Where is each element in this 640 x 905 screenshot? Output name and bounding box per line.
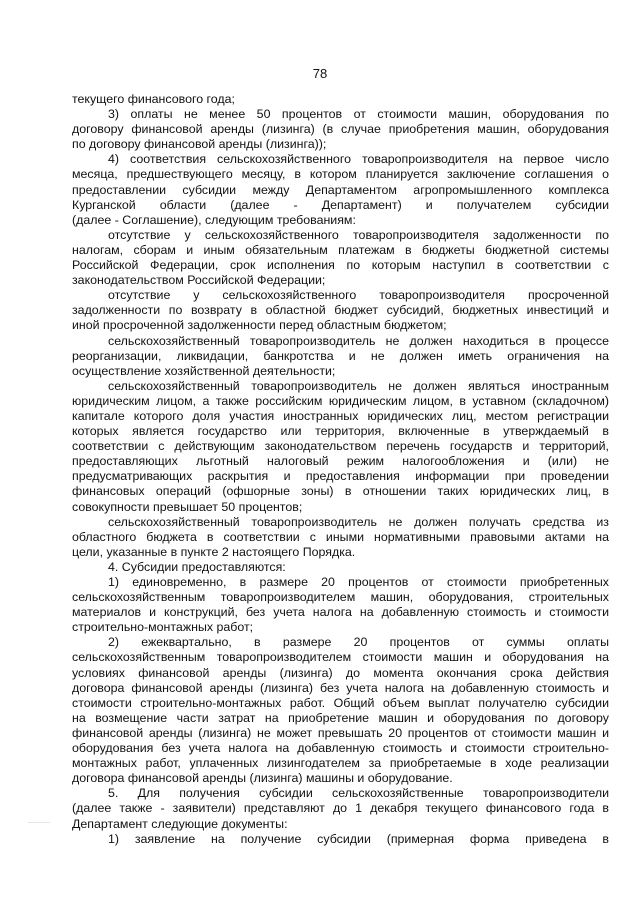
text-line: на возмещение части затрат на приобретение машин и оборудования по договору bbox=[72, 710, 609, 725]
text-line: сельскохозяйственный товаропроизводитель не должен находиться в процессе bbox=[108, 333, 609, 348]
text-line: строительно-монтажных работ; bbox=[72, 620, 254, 635]
text-line: отсутствие у сельскохозяйственного товаропроизводителя просроченной bbox=[108, 288, 609, 303]
text-line: цели, указанные в пункте 2 настоящего Порядка. bbox=[72, 544, 356, 559]
text-line: юридическим лицом, а также российским юридическим лицом, в уставном (складочном) bbox=[72, 393, 609, 408]
text-line: осуществление хозяйственной деятельности; bbox=[72, 363, 336, 378]
text-line: стоимости строительно-монтажных работ. Общий объем выплат получателю субсидии bbox=[72, 695, 609, 710]
text-line: договора финансовой аренды (лизинга) без учета налога на добавленную стоимость и bbox=[72, 680, 609, 695]
text-line: финансовых операций (офшорные зоны) в отношении таких юридических лиц, в bbox=[72, 484, 609, 499]
text-line: отсутствие у сельскохозяйственного товаропроизводителя задолженности по bbox=[108, 227, 609, 242]
text-line: Российской Федерации, срок исполнения по которым наступил в соответствии с bbox=[72, 258, 609, 273]
text-line: налогам, сборам и иным обязательным платежам в бюджеты бюджетной системы bbox=[72, 242, 609, 257]
page-number: 78 bbox=[312, 66, 328, 81]
text-line: сельскохозяйственным товаропроизводителем стоимости машин и оборудования на bbox=[72, 650, 609, 665]
text-line: договору финансовой аренды (лизинга) (в случае приобретения машин, оборудования bbox=[72, 122, 609, 137]
scan-artifact bbox=[28, 822, 50, 823]
text-line: договора финансовой аренды (лизинга) машины и оборудование. bbox=[72, 771, 453, 786]
text-line: 1) заявление на получение субсидии (примерная форма приведена в bbox=[108, 831, 609, 846]
text-line: сельскохозяйственный товаропроизводитель не должен получать средства из bbox=[108, 514, 609, 529]
text-line: 1) единовременно, в размере 20 процентов от стоимости приобретенных bbox=[108, 575, 609, 589]
text-line: предоставлении субсидии между Департаментом агропромышленного комплекса bbox=[72, 182, 609, 197]
text-line: законодательством Российской Федерации; bbox=[72, 273, 326, 288]
text-line: соответствии с действующим законодательством перечень государств и территорий, bbox=[72, 439, 609, 454]
text-line: задолженности по возврату в областной бюджет субсидий, бюджетных инвестиций и bbox=[72, 303, 609, 318]
text-line: (далее также - заявители) представляют до 1 декабря текущего финансового года в bbox=[72, 801, 609, 816]
text-line: совокупности превышает 50 процентов; bbox=[72, 499, 303, 514]
text-line: которых является государство или территория, включенные в утверждаемый в bbox=[72, 424, 609, 439]
text-line: предусматривающих раскрытия и предоставления информации при проведении bbox=[72, 469, 609, 484]
text-line: условиях финансовой аренды (лизинга) до момента окончания срока действия bbox=[72, 665, 609, 680]
text-line: реорганизации, ликвидации, банкротства и не должен иметь ограничения на bbox=[72, 348, 609, 363]
text-line: сельскохозяйственный товаропроизводитель не должен являться иностранным bbox=[108, 378, 609, 393]
text-line: 4. Субсидии предоставляются: bbox=[108, 559, 286, 574]
text-line: месяца, предшествующего месяцу, в котором планируется заключение соглашения о bbox=[72, 167, 609, 182]
text-line: материалов и конструкций, без учета налога на добавленную стоимость и стоимости bbox=[72, 605, 609, 620]
text-line: финансовой аренды (лизинга) не может превышать 20 процентов от стоимости машин и bbox=[72, 725, 609, 740]
text-line: сельскохозяйственным товаропроизводителем машин, оборудования, строительных bbox=[72, 590, 609, 605]
text-line: Курганской области (далее - Департамент) и получателем субсидии bbox=[72, 197, 609, 212]
text-line: по договору финансовой аренды (лизинга)); bbox=[72, 137, 327, 152]
text-line: предоставляющих льготный налоговый режим налогообложения и (или) не bbox=[72, 454, 609, 469]
text-line: 5. Для получения субсидии сельскохозяйственные товаропроизводители bbox=[108, 786, 609, 801]
document-body bbox=[72, 92, 609, 847]
text-line: Департамент следующие документы: bbox=[72, 816, 288, 831]
text-line: иной просроченной задолженности перед областным бюджетом; bbox=[72, 318, 447, 333]
text-line: 4) соответствия сельскохозяйственного товаропроизводителя на первое число bbox=[108, 152, 609, 167]
text-line: оборудования без учета налога на добавленную стоимость и стоимости строительно- bbox=[72, 741, 609, 756]
text-line: (далее - Соглашение), следующим требованиям: bbox=[72, 212, 356, 227]
text-line: 3) оплаты не менее 50 процентов от стоимости машин, оборудования по bbox=[108, 107, 609, 122]
text-line: монтажных работ, уплаченных лизингодателем за приобретаемые в ходе реализации bbox=[72, 756, 609, 771]
text-line: капитале которого доля участия иностранных юридических лиц, местом регистрации bbox=[72, 408, 609, 423]
text-line: 2) ежеквартально, в размере 20 процентов от суммы оплаты bbox=[108, 635, 609, 650]
text-line: текущего финансового года; bbox=[72, 92, 235, 106]
text-line: областного бюджета в соответствии с иными нормативными правовыми актами на bbox=[72, 529, 609, 544]
